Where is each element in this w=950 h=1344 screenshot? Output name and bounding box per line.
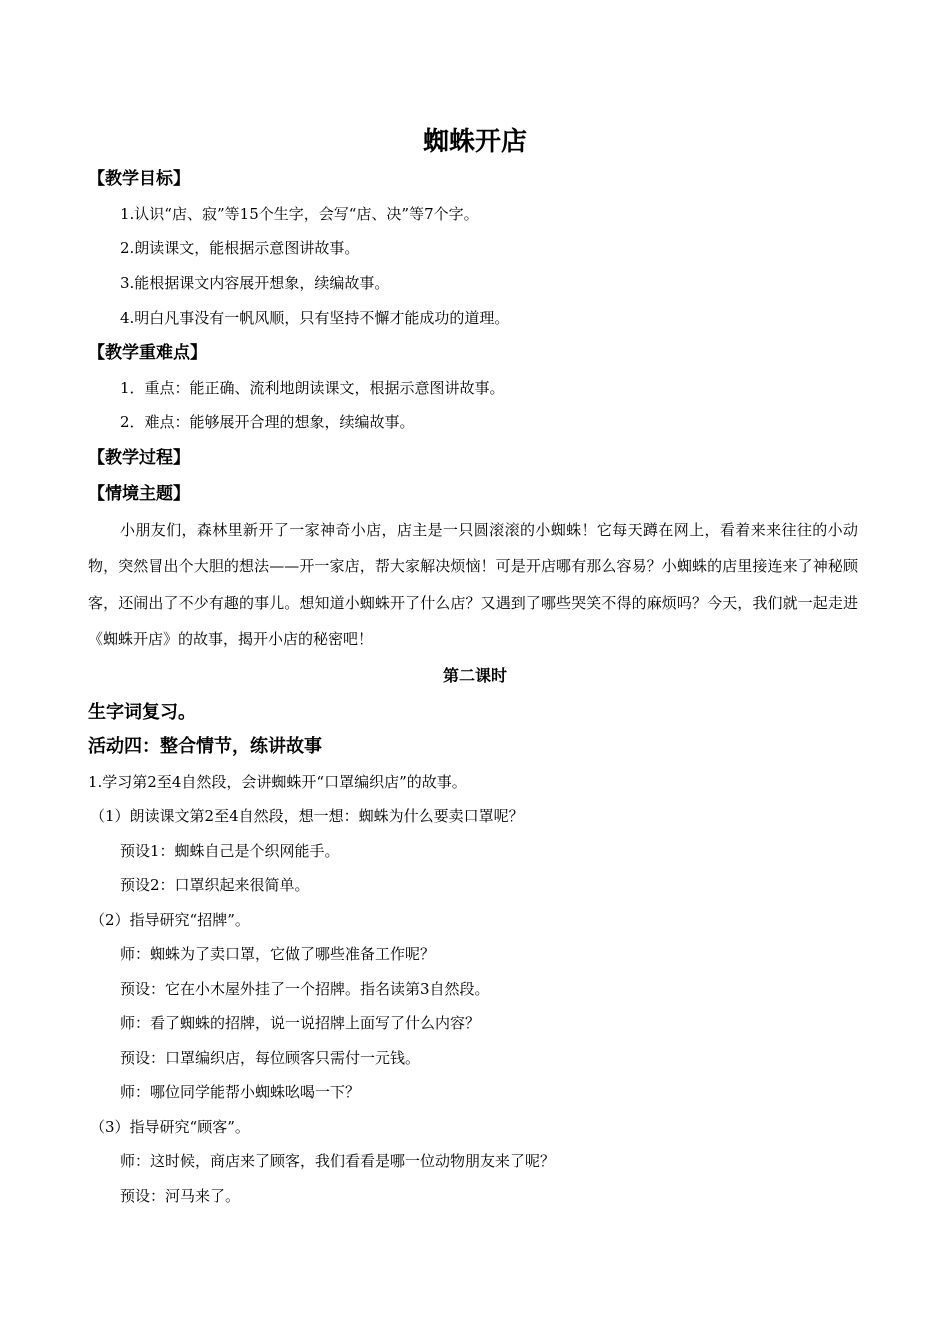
- objective-item: 1.认识“店、寂”等15个生字，会写“店、决”等7个字。: [120, 205, 479, 223]
- activity-line: 师：蜘蛛为了卖口罩，它做了哪些准备工作呢？: [120, 945, 436, 963]
- activity-line: 预设：河马来了。: [120, 1187, 241, 1205]
- objective-item: 4.明白凡事没有一帆风顺，只有坚持不懈才能成功的道理。: [120, 309, 510, 327]
- key-points-heading: 【教学重难点】: [88, 343, 207, 363]
- review-heading: 生字词复习。: [88, 702, 196, 723]
- activity-heading: 活动四：整合情节，练讲故事: [88, 736, 322, 757]
- activity-line: （2）指导研究“招牌”。: [90, 911, 250, 929]
- objectives-heading: 【教学目标】: [88, 169, 190, 189]
- activity-line: 预设2：口罩织起来很简单。: [120, 876, 310, 894]
- scenario-paragraph: 小朋友们，森林里新开了一家神奇小店，店主是一只圆滚滚的小蜘蛛！它每天蹲在网上，看着来来往往的小动物，突然冒出个大胆的想法——开一家店，帮大家解决烦恼！可是开店哪有那么容易？小蜘蛛的店里接连来了神秘顾客，还闹出了不少有趣的事儿。想知道小蜘蛛开了什么店？又遇到了哪些哭笑不得的麻烦吗？今天，我们就一起走进《蜘蛛开店》的故事，揭开小店的秘密吧！: [88, 521, 858, 649]
- activity-line: 预设：它在小木屋外挂了一个招牌。指名读第3自然段。: [120, 980, 490, 998]
- objective-item: 3.能根据课文内容展开想象，续编故事。: [120, 274, 390, 292]
- activity-line: 师：这时候，商店来了顾客，我们看看是哪一位动物朋友来了呢？: [120, 1152, 556, 1170]
- activity-line: 师：看了蜘蛛的招牌，说一说招牌上面写了什么内容？: [120, 1014, 481, 1032]
- scenario-heading: 【情境主题】: [88, 484, 190, 504]
- process-heading: 【教学过程】: [88, 448, 190, 468]
- key-point-item: 2．难点：能够展开合理的想象，续编故事。: [120, 413, 415, 431]
- objective-item: 2.朗读课文，能根据示意图讲故事。: [120, 239, 360, 257]
- lesson-title: 第二课时: [442, 666, 507, 685]
- activity-line: 预设1：蜘蛛自己是个织网能手。: [120, 842, 340, 860]
- key-point-item: 1．重点：能正确、流利地朗读课文，根据示意图讲故事。: [120, 379, 505, 397]
- activity-line: 师：哪位同学能帮小蜘蛛吆喝一下？: [120, 1083, 361, 1101]
- activity-line: 预设：口罩编织店，每位顾客只需付一元钱。: [120, 1049, 421, 1067]
- document-title: 蜘蛛开店: [422, 127, 527, 157]
- activity-line: （1）朗读课文第2至4自然段，想一想：蜘蛛为什么要卖口罩呢？: [90, 807, 524, 825]
- activity-line: （3）指导研究“顾客”。: [90, 1118, 250, 1136]
- activity-line: 1.学习第2至4自然段，会讲蜘蛛开“口罩编织店”的故事。: [88, 773, 467, 791]
